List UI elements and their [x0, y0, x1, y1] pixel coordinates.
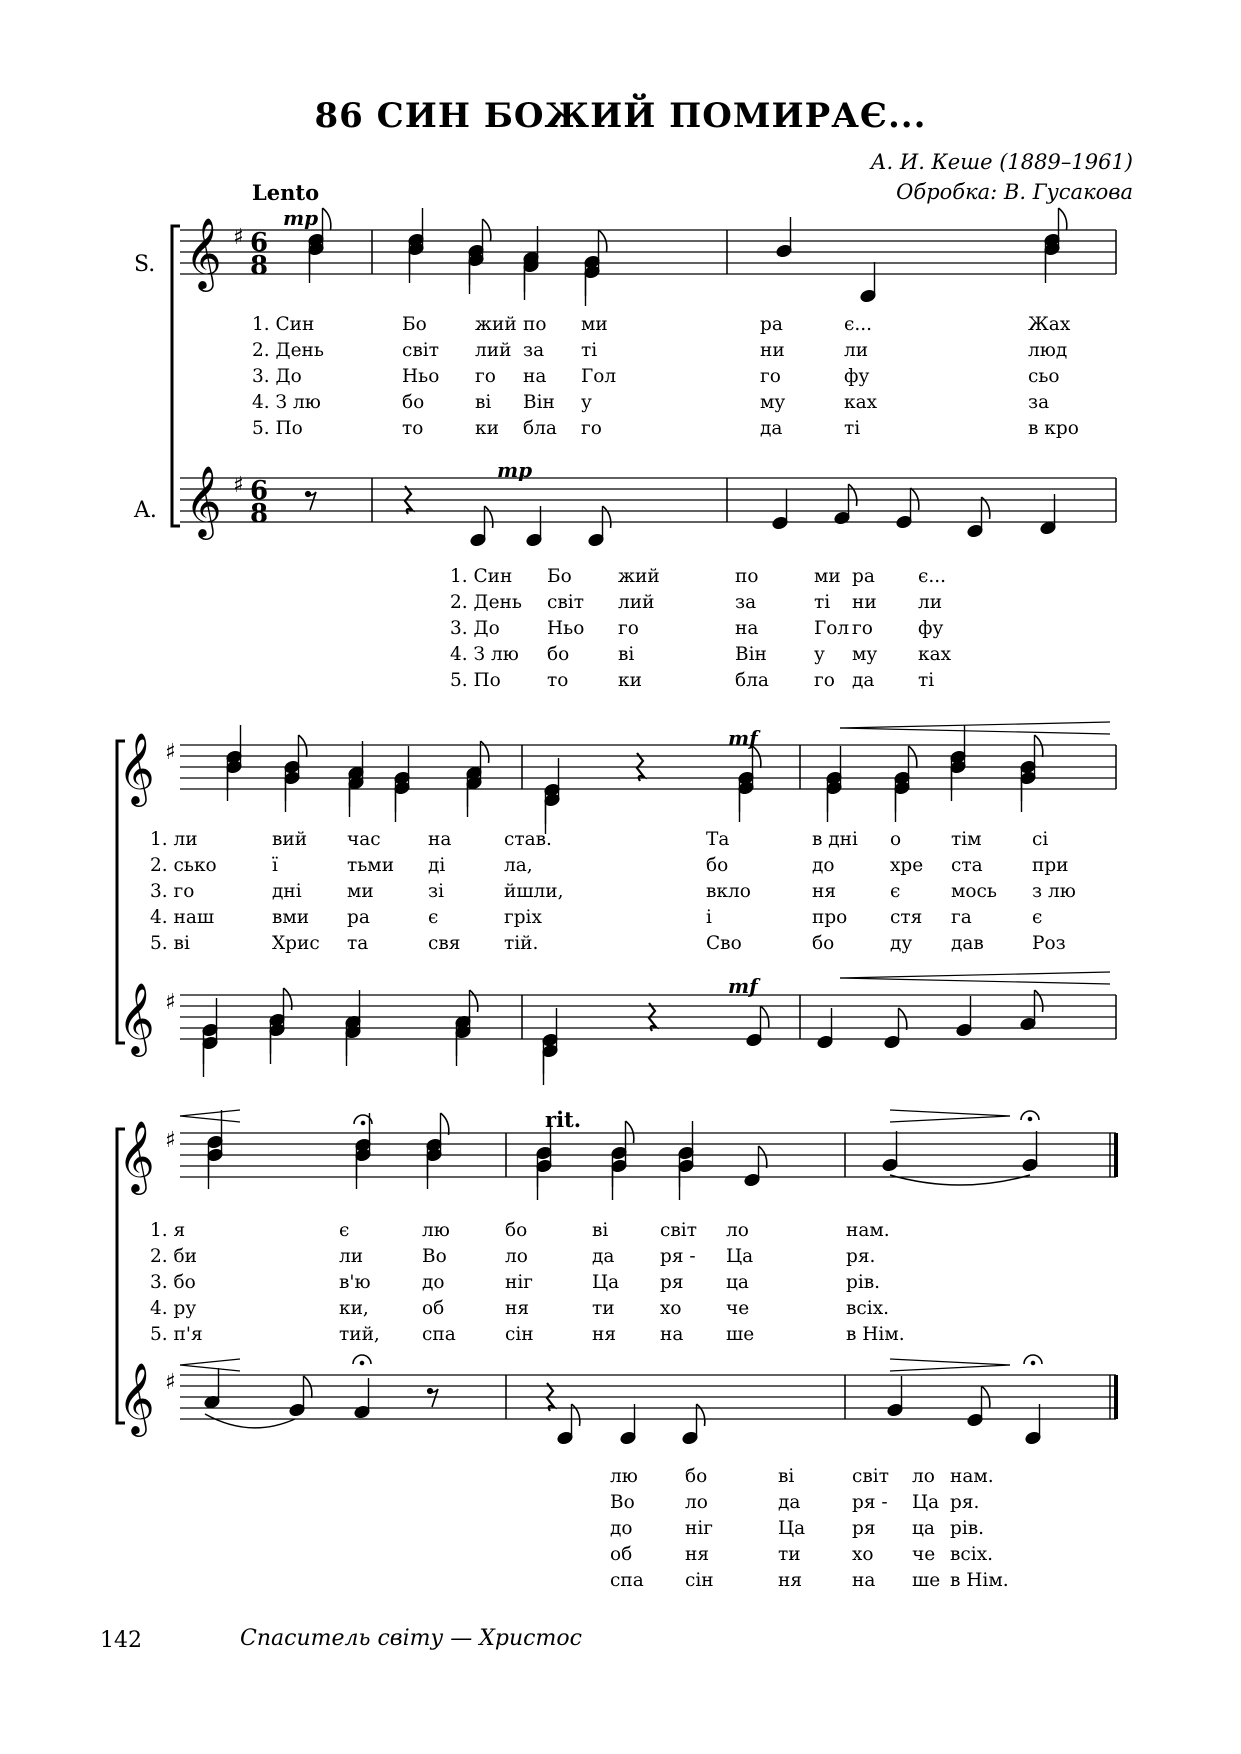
s3-alto-lyric: ше — [912, 1570, 941, 1591]
s3-soprano-lyric: ца — [726, 1272, 749, 1293]
s1-soprano-lyric: ли — [844, 340, 869, 361]
crescendo — [840, 978, 1110, 984]
note-flag — [753, 746, 761, 768]
s2-soprano-lyric: тій. — [504, 933, 539, 954]
s1-soprano-lyric: ни — [760, 340, 785, 361]
s3-alto-lyric: ря - — [852, 1492, 888, 1513]
note-flag — [899, 1008, 907, 1030]
s3-soprano-lyric: ти — [592, 1298, 615, 1319]
s1-soprano-lyric: ках — [844, 392, 878, 413]
dynamic-mp-soprano: mp — [283, 206, 319, 230]
key-sharp: ♯ — [165, 990, 176, 1015]
s3-soprano-lyric: до — [422, 1272, 445, 1293]
key-sharp: ♯ — [233, 473, 244, 498]
s3-soprano-lyric: Ца — [726, 1246, 754, 1267]
crescendo — [180, 1116, 240, 1122]
note-flag — [697, 1404, 705, 1426]
dynamic-mp-alto: mp — [497, 458, 533, 482]
s3-soprano-lyric: 2. би — [150, 1246, 197, 1267]
s1-alto-lyric: світ — [547, 592, 584, 613]
book-title: Спаситель світу — Христос — [240, 1626, 582, 1651]
s1-alto-lyric: бо — [547, 644, 570, 665]
s2-soprano-lyric: зі — [428, 881, 445, 902]
s1-alto-lyric: Ньо — [547, 618, 585, 639]
s2-soprano-lyric: ду — [890, 933, 913, 954]
page-number: 142 — [100, 1628, 142, 1653]
note-flag — [304, 1376, 312, 1398]
treble-clef: 𝄞 — [118, 981, 155, 1054]
crescendo — [180, 1110, 240, 1116]
note-flag — [911, 488, 919, 510]
s1-soprano-lyric: у — [581, 392, 592, 413]
s2-soprano-lyric: на — [428, 829, 452, 850]
s2-soprano-lyric: в дні — [812, 829, 858, 850]
note-flag — [603, 506, 611, 528]
diminuendo — [890, 1116, 1010, 1122]
s3-soprano-lyric: ря - — [660, 1246, 696, 1267]
note-flag — [1035, 990, 1043, 1012]
arranger-credit: Обробка: В. Гусакова — [896, 180, 1133, 204]
crescendo — [840, 972, 1110, 978]
s2-soprano-lyric: вий — [272, 829, 308, 850]
s2-soprano-lyric: ла, — [504, 855, 533, 876]
key-sharp: ♯ — [165, 740, 176, 765]
s2-soprano-lyric: Та — [706, 829, 730, 850]
key-sharp: ♯ — [165, 1128, 176, 1153]
s1-alto-lyric: му — [852, 644, 878, 665]
s1-alto-lyric: 5. По — [450, 670, 501, 691]
s2-soprano-lyric: 4. наш — [150, 907, 215, 928]
treble-clef: 𝄞 — [118, 1119, 155, 1192]
voice-label-soprano: S. — [134, 252, 156, 277]
s2-soprano-lyric: є — [1032, 907, 1043, 928]
s3-soprano-lyric: тий, — [339, 1324, 380, 1345]
s2-soprano-lyric: ї — [272, 855, 278, 876]
s1-soprano-lyric: за — [523, 340, 545, 361]
s1-soprano-lyric: світ — [402, 340, 439, 361]
s1-soprano-lyric: Жах — [1028, 314, 1071, 335]
note-flag — [626, 1121, 634, 1143]
s2-soprano-lyric: при — [1032, 855, 1069, 876]
note-flag — [441, 1113, 449, 1135]
crescendo — [180, 1359, 240, 1365]
s2-soprano-lyric: стя — [890, 907, 923, 928]
crescendo — [180, 1365, 240, 1371]
s1-soprano-lyric: люд — [1028, 340, 1068, 361]
s3-soprano-lyric: спа — [422, 1324, 456, 1345]
s2-soprano-lyric: ра — [347, 907, 370, 928]
s1-soprano-lyric: ві — [475, 392, 492, 413]
s2-soprano-lyric: Сво — [706, 933, 742, 954]
s1-soprano-lyric: му — [760, 392, 786, 413]
s1-alto-lyric: го — [814, 670, 835, 691]
s3-alto-lyric: рів. — [950, 1518, 985, 1539]
s3-alto-lyric: світ — [852, 1466, 889, 1487]
s1-soprano-lyric: за — [1028, 392, 1050, 413]
s1-alto-lyric: Гол — [814, 618, 850, 639]
s1-alto-lyric: 3. До — [450, 618, 500, 639]
s3-soprano-lyric: 4. ру — [150, 1298, 197, 1319]
s2-soprano-lyric: 3. го — [150, 881, 195, 902]
s2-soprano-lyric: свя — [428, 933, 461, 954]
note-flag — [284, 988, 292, 1010]
s3-alto-lyric: всіх. — [950, 1544, 994, 1565]
s1-alto-lyric: жий — [618, 566, 660, 587]
s3-alto-lyric: ня — [778, 1570, 803, 1591]
s3-alto-lyric: бо — [685, 1466, 708, 1487]
key-sharp: ♯ — [165, 1370, 176, 1395]
s2-soprano-lyric: вкло — [706, 881, 751, 902]
s1-soprano-lyric: 4. З лю — [252, 392, 321, 413]
s3-alto-lyric: че — [912, 1544, 936, 1565]
s1-alto-lyric: ві — [618, 644, 635, 665]
s2-soprano-lyric: хре — [890, 855, 924, 876]
eighth-rest — [430, 1389, 438, 1407]
s1-soprano-lyric: жий — [475, 314, 517, 335]
s3-soprano-lyric: хо — [660, 1298, 682, 1319]
s1-alto-lyric: ки — [618, 670, 642, 691]
voice-label-alto: A. — [134, 498, 157, 523]
s3-alto-lyric: ві — [778, 1466, 795, 1487]
s1-alto-lyric: за — [735, 592, 757, 613]
s3-soprano-lyric: ли — [339, 1246, 364, 1267]
s2-soprano-lyric: тім — [951, 829, 982, 850]
s3-soprano-lyric: ло — [726, 1220, 749, 1241]
s3-soprano-lyric: бо — [505, 1220, 528, 1241]
s2-soprano-lyric: є — [890, 881, 901, 902]
note-flag — [759, 1146, 767, 1168]
note-flag — [909, 746, 917, 768]
s1-soprano-lyric: Гол — [581, 366, 617, 387]
s1-soprano-lyric: ми — [581, 314, 608, 335]
s1-alto-lyric: Бо — [547, 566, 572, 587]
s1-soprano-lyric: є... — [844, 314, 873, 335]
s1-soprano-lyric: 5. По — [252, 418, 303, 439]
s1-soprano-lyric: 3. До — [252, 366, 302, 387]
time-sig-den: 8 — [250, 499, 269, 529]
s1-alto-lyric: го — [618, 618, 639, 639]
s1-soprano-lyric: да — [760, 418, 783, 439]
s3-soprano-lyric: нам. — [846, 1220, 890, 1241]
s2-soprano-lyric: йшли, — [504, 881, 564, 902]
s3-alto-lyric: ня — [685, 1544, 710, 1565]
s1-soprano-lyric: Він — [523, 392, 555, 413]
time-sig-num: 6 — [250, 476, 269, 506]
note-flag — [849, 484, 857, 506]
s1-soprano-lyric: 1. Син — [252, 314, 315, 335]
note-flag — [1035, 735, 1043, 757]
s1-alto-lyric: по — [735, 566, 759, 587]
system-bracket — [172, 226, 180, 526]
s2-soprano-lyric: о — [890, 829, 902, 850]
s3-soprano-lyric: в Нім. — [846, 1324, 905, 1345]
treble-clef: 𝄞 — [185, 216, 222, 289]
s3-soprano-lyric: 1. я — [150, 1220, 186, 1241]
s1-soprano-lyric: ки — [475, 418, 499, 439]
s3-soprano-lyric: на — [660, 1324, 684, 1345]
s3-soprano-lyric: да — [592, 1246, 615, 1267]
s3-alto-lyric: хо — [852, 1544, 874, 1565]
s2-soprano-lyric: ста — [951, 855, 983, 876]
s3-soprano-lyric: ше — [726, 1324, 755, 1345]
treble-clef: 𝄞 — [185, 464, 222, 537]
note-flag — [470, 990, 478, 1012]
s3-soprano-lyric: ря. — [846, 1246, 876, 1267]
s3-soprano-lyric: ло — [505, 1246, 528, 1267]
s1-soprano-lyric: сьо — [1028, 366, 1060, 387]
s3-soprano-lyric: ня — [592, 1324, 617, 1345]
fermata-dot — [1031, 1361, 1035, 1365]
diminuendo — [890, 1365, 1010, 1371]
fermata-dot — [1028, 1117, 1032, 1121]
s3-soprano-lyric: сін — [505, 1324, 534, 1345]
s3-alto-lyric: ло — [912, 1466, 935, 1487]
s3-alto-lyric: ря. — [950, 1492, 980, 1513]
page-title: 86 СИН БОЖИЙ ПОМИРАЄ... — [314, 96, 927, 136]
s3-alto-lyric: Ца — [912, 1492, 940, 1513]
s2-soprano-lyric: з лю — [1032, 881, 1076, 902]
s1-alto-lyric: ках — [918, 644, 952, 665]
crescendo — [840, 722, 1110, 728]
s1-alto-lyric: 2. День — [450, 592, 522, 613]
s1-soprano-lyric: го — [581, 418, 602, 439]
s3-alto-lyric: Ца — [778, 1518, 806, 1539]
s1-alto-lyric: го — [852, 618, 873, 639]
s3-alto-lyric: до — [610, 1518, 633, 1539]
s1-soprano-lyric: 2. День — [252, 340, 324, 361]
s2-soprano-lyric: гріх — [504, 907, 542, 928]
note-flag — [323, 208, 331, 230]
s1-alto-lyric: 4. З лю — [450, 644, 519, 665]
time-sig-num: 6 — [250, 228, 269, 258]
note-flag — [299, 735, 307, 757]
s1-alto-lyric: ті — [918, 670, 935, 691]
s2-soprano-lyric: ді — [428, 855, 446, 876]
s3-soprano-lyric: об — [422, 1298, 445, 1319]
time-sig-den: 8 — [250, 251, 269, 281]
dynamic-mf-alto: mf — [728, 974, 758, 998]
s1-alto-lyric: ли — [918, 592, 943, 613]
s2-soprano-lyric: дав — [951, 933, 984, 954]
s2-soprano-lyric: ня — [812, 881, 837, 902]
s1-soprano-lyric: бо — [402, 392, 425, 413]
s3-alto-lyric: Во — [610, 1492, 635, 1513]
s3-alto-lyric: нам. — [950, 1466, 994, 1487]
s1-soprano-lyric: Бо — [402, 314, 427, 335]
s3-alto-lyric: на — [852, 1570, 876, 1591]
s2-soprano-lyric: га — [951, 907, 972, 928]
note-flag — [485, 506, 493, 528]
s2-soprano-lyric: вми — [272, 907, 310, 928]
s2-soprano-lyric: про — [812, 907, 848, 928]
key-sharp: ♯ — [233, 225, 244, 250]
s2-soprano-lyric: бо — [812, 933, 835, 954]
s1-alto-lyric: ми — [814, 566, 841, 587]
s1-alto-lyric: да — [852, 670, 875, 691]
s1-alto-lyric: то — [547, 670, 569, 691]
s3-alto-lyric: в Нім. — [950, 1570, 1009, 1591]
s3-soprano-lyric: ки, — [339, 1298, 369, 1319]
s2-soprano-lyric: до — [812, 855, 835, 876]
s1-soprano-lyric: Ньо — [402, 366, 440, 387]
s2-soprano-lyric: бо — [706, 855, 729, 876]
s1-soprano-lyric: ті — [844, 418, 861, 439]
treble-clef: 𝄞 — [118, 1361, 155, 1434]
s1-soprano-lyric: ті — [581, 340, 598, 361]
s1-soprano-lyric: фу — [844, 366, 870, 387]
diminuendo — [890, 1359, 1010, 1365]
note-flag — [1059, 208, 1067, 230]
s3-soprano-lyric: ві — [592, 1220, 609, 1241]
s1-alto-lyric: ни — [852, 592, 877, 613]
s3-soprano-lyric: є — [339, 1220, 350, 1241]
s2-soprano-lyric: 5. ві — [150, 933, 190, 954]
s3-alto-lyric: об — [610, 1544, 633, 1565]
s3-alto-lyric: ло — [685, 1492, 708, 1513]
s1-alto-lyric: 1. Син — [450, 566, 513, 587]
s3-soprano-lyric: ря — [660, 1272, 684, 1293]
s1-alto-lyric: Він — [735, 644, 767, 665]
s1-soprano-lyric: ра — [760, 314, 783, 335]
s1-alto-lyric: ра — [852, 566, 875, 587]
s2-soprano-lyric: ми — [347, 881, 374, 902]
s2-soprano-lyric: став. — [504, 829, 552, 850]
tempo-marking: Lento — [252, 180, 320, 205]
fermata-dot — [360, 1361, 364, 1365]
s1-soprano-lyric: на — [523, 366, 547, 387]
s1-alto-lyric: у — [814, 644, 825, 665]
s3-alto-lyric: да — [778, 1492, 801, 1513]
s3-soprano-lyric: ня — [505, 1298, 530, 1319]
s1-alto-lyric: лий — [618, 592, 655, 613]
s3-soprano-lyric: 5. п'я — [150, 1324, 203, 1345]
s3-soprano-lyric: 3. бо — [150, 1272, 196, 1293]
note-flag — [572, 1404, 580, 1426]
fermata-dot — [361, 1121, 365, 1125]
s1-alto-lyric: ті — [814, 592, 831, 613]
s2-soprano-lyric: є — [428, 907, 439, 928]
s1-soprano-lyric: в кро — [1028, 418, 1079, 439]
s3-soprano-lyric: Во — [422, 1246, 447, 1267]
s3-alto-lyric: ря — [852, 1518, 876, 1539]
s3-soprano-lyric: світ — [660, 1220, 697, 1241]
s1-soprano-lyric: го — [475, 366, 496, 387]
s3-soprano-lyric: Ца — [592, 1272, 620, 1293]
note-flag — [481, 741, 489, 763]
s1-soprano-lyric: бла — [523, 418, 557, 439]
s2-soprano-lyric: Хрис — [272, 933, 320, 954]
s3-alto-lyric: ніг — [685, 1518, 713, 1539]
s2-soprano-lyric: 1. ли — [150, 829, 198, 850]
rit-marking: rit. — [545, 1107, 582, 1132]
composer-credit: А. И. Кеше (1889–1961) — [870, 150, 1133, 174]
treble-clef: 𝄞 — [118, 731, 155, 804]
diminuendo — [890, 1110, 1010, 1116]
s2-soprano-lyric: тьми — [347, 855, 395, 876]
s3-soprano-lyric: че — [726, 1298, 750, 1319]
s2-soprano-lyric: Роз — [1032, 933, 1066, 954]
s3-alto-lyric: ти — [778, 1544, 801, 1565]
s3-soprano-lyric: в'ю — [339, 1272, 371, 1293]
s3-alto-lyric: лю — [610, 1466, 638, 1487]
tie — [205, 1414, 295, 1428]
s3-alto-lyric: сін — [685, 1570, 714, 1591]
s2-soprano-lyric: мось — [951, 881, 997, 902]
s2-soprano-lyric: та — [347, 933, 369, 954]
s2-soprano-lyric: сі — [1032, 829, 1049, 850]
s3-soprano-lyric: всіх. — [846, 1298, 890, 1319]
s1-soprano-lyric: по — [523, 314, 547, 335]
s1-soprano-lyric: то — [402, 418, 424, 439]
crescendo — [840, 728, 1110, 734]
s1-soprano-lyric: го — [760, 366, 781, 387]
s3-soprano-lyric: рів. — [846, 1272, 881, 1293]
s3-soprano-lyric: лю — [422, 1220, 450, 1241]
s2-soprano-lyric: час — [347, 829, 381, 850]
dynamic-mf-soprano: mf — [728, 726, 758, 750]
s3-soprano-lyric: ніг — [505, 1272, 533, 1293]
s1-alto-lyric: на — [735, 618, 759, 639]
s2-soprano-lyric: дні — [272, 881, 302, 902]
s3-alto-lyric: ца — [912, 1518, 935, 1539]
s1-alto-lyric: бла — [735, 670, 769, 691]
s1-alto-lyric: є... — [918, 566, 947, 587]
s1-soprano-lyric: лий — [475, 340, 512, 361]
s3-alto-lyric: спа — [610, 1570, 644, 1591]
s1-alto-lyric: фу — [918, 618, 944, 639]
s2-soprano-lyric: 2. сько — [150, 855, 217, 876]
eighth-rest — [308, 492, 316, 510]
s2-soprano-lyric: і — [706, 907, 712, 928]
